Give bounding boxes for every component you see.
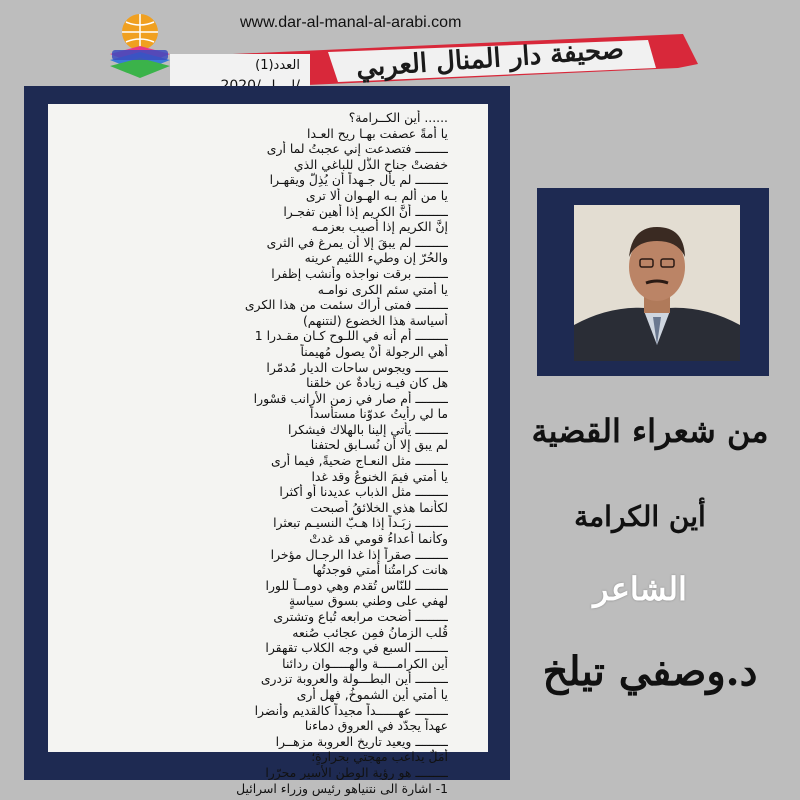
poem-line: لم يبق إلا أن نُسـابق لحتفنا	[310, 437, 448, 453]
poem-line: ـــــــــ ويعيد تاريخ العروبة مزهــرا	[275, 733, 448, 749]
poem-line: أين الكرامـــــة والهـــــوان ردائنا	[282, 655, 448, 671]
poem-line: خفضتْ جناح الذُّل للباغي الذي	[293, 156, 448, 172]
poem-line: ـــــــــ يأتي إلينا بالهلاك فيشكرا	[287, 421, 448, 437]
poem-line: ـــــــــ السبع في وجه الكلاب تقهقرا	[265, 640, 448, 656]
website-url[interactable]: www.dar-al-manal-al-arabi.com	[240, 14, 462, 31]
poem-line: هل كان فيـه زيادةٌ عن خلقنا	[306, 375, 448, 391]
poem-line: ـــــــــ فمتى أراك سئمت من هذا الكرى	[244, 297, 448, 313]
poem-line: ـــــــــ عهــــــداً مجيداً كالقديم وأنضرا	[254, 702, 448, 718]
poem-line: ـــــــــ لم يأل جـهداً أن يُذِلّ ويقهـرا	[269, 172, 448, 188]
poet-name: د.وصفي تيلخ	[542, 648, 758, 695]
poem-line: يا أمتي سئم الكرى نوامـه	[317, 281, 448, 297]
poem-line: ـــــــــ زبَـداً إذا هـبّ النسيـم تبعثرا	[273, 515, 448, 531]
issue-number: العدد(1)	[255, 58, 300, 73]
poem-line: يا أمتي فيمَ الخنوعُ وقد غدا	[311, 468, 448, 484]
poem-line: ـــــــــ أم أنه في اللـوح كـان مقـدرا 1	[254, 328, 448, 344]
poem-line: ـــــــــ مثل الذباب عديدنا أو أكثرا	[279, 484, 448, 500]
poem-line: وكأنما أعداءُ قومي قد غدتْ	[309, 531, 448, 547]
poem-line: والحُرّ إن وطيء اللئيم عرينه	[304, 250, 448, 266]
poem-line: ـــــــــ فتصدعت إني عجبتُ لما أرى	[266, 141, 448, 157]
poem-line: 1- اشارة الى نتنياهو رئيس وزراء اسرائيل	[236, 780, 448, 796]
globe-books-logo-icon	[104, 10, 176, 78]
section-label: من شعراء القضية	[531, 412, 769, 450]
poem-line: ـــــــــ لم يبقَ إلا أن يمرغ في الثرى	[266, 234, 448, 250]
poem-line: ـــــــــ مثل النعـاج ضحيةً, فيما أرى	[270, 453, 448, 469]
poem-line: ـــــــــ هو رؤية الوطن الأسير محرّرا	[265, 764, 448, 780]
newspaper-title: صحيفة دار المنال العربي	[355, 34, 625, 84]
poet-portrait-photo	[574, 205, 740, 361]
poem-line: عهداً يجدّد في العروق دماءنا	[304, 718, 448, 734]
poem-title: أين الكرامة	[574, 500, 706, 533]
poem-line: ...... أين الكــرامة؟	[348, 110, 448, 125]
poem-line: يا من ألم بـه الهـوان ألا ترى	[305, 187, 448, 203]
poem-line: يا أمةً عصفت بهـا ريح العـدا	[307, 125, 448, 141]
poet-label: الشاعر	[593, 570, 687, 608]
poem-line: أمَلٌ يداعب مهجتي بحرارةٍ؛	[311, 749, 448, 765]
poem-line: لهفي على وطني بسوق سياسةٍ	[288, 593, 448, 609]
poem-line: ـــــــــ أم صار في زمن الأرانب قسْورا	[253, 390, 448, 406]
poem-line: ـــــــــ برقت نواجذه وأنشب إظفرا	[271, 265, 448, 281]
poem-line: أهي الرجولة أنْ يصول مُهيمناً	[300, 343, 448, 359]
poem-line: لكأنما هذي الخلائقُ أصبحت	[310, 499, 448, 515]
poem-line: هانت كرامتُنا أمتي فوجدتُها	[312, 562, 448, 578]
poem-line: ـــــــــ أضحت مرابعه تُباع وتشترى	[273, 609, 448, 624]
poem-line: إنَّ الكريم إذا أصيب بعزمـه	[311, 219, 448, 235]
poem-text	[50, 110, 448, 796]
poem-line: ما لي رأيتُ عدوّنا مستأسداً	[310, 406, 448, 422]
poem-line: قُلب الزمانُ فمِن عجائب صُنعه	[292, 624, 448, 640]
poem-line: ـــــــــ ويجوس ساحات الديار مُدمّرا	[266, 359, 448, 375]
poem-line: يا أمتي أين الشموخُ, فهل أرى	[296, 686, 448, 702]
poem-line: ـــــــــ للنّاس تُقدم وهي دومــاً للورا	[265, 577, 448, 593]
poem-line: ـــــــــ صقراً إذا غدا الرجـال مؤخرا	[270, 546, 448, 562]
poem-line: أسياسة هذا الخضوع (لنتنهم)	[302, 312, 448, 328]
poem-line: ـــــــــ أين البطـــولة والعروبة تزدرى	[260, 671, 448, 687]
poem-line: ـــــــــ أنَّ الكريم إذا أهين تفجـرا	[283, 203, 448, 219]
